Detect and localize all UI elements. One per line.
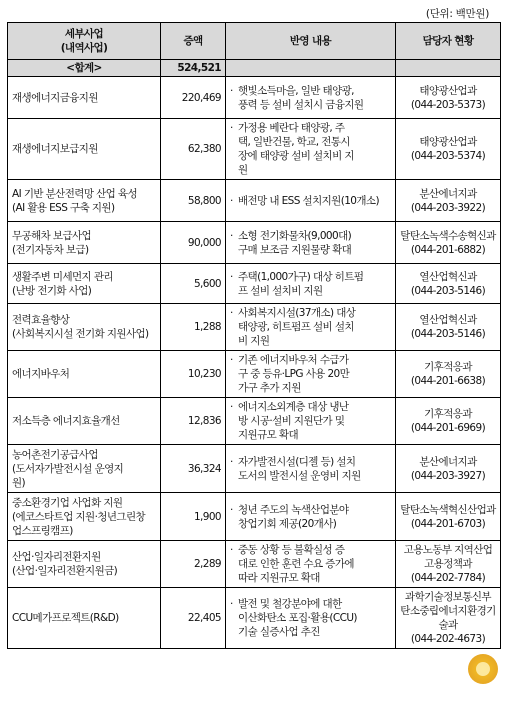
phone-number: (044-203-3922) bbox=[410, 201, 486, 214]
phone-number: (044-203-5146) bbox=[410, 284, 486, 297]
bullet-mark: · bbox=[230, 503, 233, 516]
total-amount: 524,521 bbox=[161, 60, 226, 77]
content-cell: · 햇빛소득마을, 일반 태양광, 풍력 등 설비 설치시 금융지원 bbox=[226, 77, 396, 119]
header-contact: 담당자 현황 bbox=[396, 23, 501, 60]
phone-number: (044-203-5374) bbox=[410, 150, 486, 162]
contact-cell bbox=[396, 304, 501, 351]
increase-amount: 36,324 bbox=[161, 445, 226, 493]
bullet-mark: · bbox=[230, 307, 233, 319]
increase-amount: 1,900 bbox=[161, 493, 226, 541]
bullet-mark: · bbox=[230, 84, 233, 97]
project-name: 에너지바우처 bbox=[8, 351, 161, 398]
contact-cell bbox=[396, 398, 501, 445]
total-row bbox=[8, 60, 501, 77]
phone-number: (044-201-6638) bbox=[410, 375, 486, 387]
table-row bbox=[8, 398, 501, 445]
increase-amount: 220,469 bbox=[161, 77, 226, 119]
phone-number: (044-203-5373) bbox=[410, 98, 486, 111]
department-name: 열산업혁신과 bbox=[419, 314, 477, 326]
table-header-row bbox=[8, 23, 501, 60]
content-cell: · 발전 및 철강분야에 대한 이산화탄소 포집·활용(CCU) 기술 실증사업 추진 bbox=[226, 588, 396, 649]
increase-amount: 2,289 bbox=[161, 541, 226, 588]
content-cell: · 소형 전기화물차(9,000대) 구매 보조금 지원물량 확대 bbox=[226, 222, 396, 264]
content-cell: · 자가발전시설(디젤 등) 설치 도서의 발전시설 운영비 지원 bbox=[226, 445, 396, 493]
department-name: 기후적응과 bbox=[424, 408, 472, 420]
contact-cell bbox=[396, 180, 501, 222]
content-cell: · 가정용 베란다 태양광, 주 택, 일반건물, 학교, 전통시 장에 태양광 설비 설치비 지 원 bbox=[226, 119, 396, 180]
bullet-mark: · bbox=[230, 455, 233, 468]
increase-amount: 1,288 bbox=[161, 304, 226, 351]
content-cell: · 청년 주도의 녹색산업분야 창업기회 제공(20개사) bbox=[226, 493, 396, 541]
increase-amount: 62,380 bbox=[161, 119, 226, 180]
table-row bbox=[8, 541, 501, 588]
table-row bbox=[8, 264, 501, 304]
department-name: 태양광산업과 bbox=[419, 136, 477, 148]
phone-number: (044-201-6703) bbox=[410, 517, 486, 530]
unit-label: (단위: 백만원) bbox=[425, 8, 489, 20]
project-name: AI 기반 분산전력망 산업 육성 (AI 활용 ESS 구축 지원) bbox=[8, 180, 161, 222]
department-name: 분산에너지과 bbox=[419, 455, 477, 468]
bullet-mark: · bbox=[230, 401, 233, 413]
contact-cell bbox=[396, 445, 501, 493]
header-increase: 증액 bbox=[161, 23, 226, 60]
bullet-mark: · bbox=[230, 229, 233, 242]
table-row bbox=[8, 77, 501, 119]
bullet-mark: · bbox=[230, 194, 233, 207]
phone-number: (044-203-5146) bbox=[410, 328, 486, 340]
total-content-empty bbox=[226, 60, 396, 77]
increase-amount: 22,405 bbox=[161, 588, 226, 649]
increase-amount: 5,600 bbox=[161, 264, 226, 304]
content-cell: · 주택(1,000가구) 대상 히트펌 프 설비 설치비 지원 bbox=[226, 264, 396, 304]
total-label: <합계> bbox=[8, 60, 161, 77]
bullet-mark: · bbox=[230, 270, 233, 283]
department-name: 탈탄소녹색수송혁신과 bbox=[400, 229, 496, 242]
department-name: 열산업혁신과 bbox=[419, 270, 477, 283]
seal-stamp-icon bbox=[468, 654, 498, 684]
contact-cell bbox=[396, 119, 501, 180]
contact-cell bbox=[396, 351, 501, 398]
table-row bbox=[8, 304, 501, 351]
department-name: 고용노동부 지역산업고용정책과 bbox=[403, 544, 493, 570]
table-row bbox=[8, 493, 501, 541]
content-cell: · 중동 상황 등 불확실성 증 대로 인한 훈련 수요 증가에 따라 지원규모 확대 bbox=[226, 541, 396, 588]
bullet-mark: · bbox=[230, 598, 233, 610]
department-name: 탈탄소녹색혁신산업과 bbox=[400, 503, 496, 516]
project-name: 농어촌전기공급사업 (도서자가발전시설 운영지 원) bbox=[8, 445, 161, 493]
table-row bbox=[8, 588, 501, 649]
header-project: 세부사업 (내역사업) bbox=[8, 23, 161, 60]
increase-amount: 12,836 bbox=[161, 398, 226, 445]
project-name: 중소환경기업 사업화 지원 (에코스타트업 지원·청년그린창 업스프링캠프) bbox=[8, 493, 161, 541]
department-name: 태양광산업과 bbox=[419, 84, 477, 97]
contact-cell bbox=[396, 222, 501, 264]
header-content: 반영 내용 bbox=[226, 23, 396, 60]
department-name: 기후적응과 bbox=[424, 361, 472, 373]
project-name: CCU메가프로젝트(R&D) bbox=[8, 588, 161, 649]
contact-cell bbox=[396, 541, 501, 588]
bullet-mark: · bbox=[230, 544, 233, 556]
department-name: 분산에너지과 bbox=[419, 187, 477, 200]
phone-number: (044-203-3927) bbox=[410, 469, 486, 482]
contact-cell bbox=[396, 264, 501, 304]
increase-amount: 90,000 bbox=[161, 222, 226, 264]
budget-table bbox=[7, 22, 501, 649]
project-name: 재생에너지금융지원 bbox=[8, 77, 161, 119]
department-name: 과학기술정보통신부 탄소중립에너지환경기술과 bbox=[400, 591, 496, 631]
bullet-mark: · bbox=[230, 122, 233, 134]
phone-number: (044-201-6882) bbox=[410, 243, 486, 256]
project-name: 전력효율향상 (사회복지시설 전기화 지원사업) bbox=[8, 304, 161, 351]
content-cell: · 사회복지시설(37개소) 대상 태양광, 히트펌프 설비 설치 비 지원 bbox=[226, 304, 396, 351]
increase-amount: 10,230 bbox=[161, 351, 226, 398]
project-name: 재생에너지보급지원 bbox=[8, 119, 161, 180]
project-name: 산업·일자리전환지원 (산업·일자리전환지원금) bbox=[8, 541, 161, 588]
project-name: 무공해차 보급사업 (전기자동차 보급) bbox=[8, 222, 161, 264]
content-cell: · 에너지소외계층 대상 냉난 방 시공·설비 지원단가 및 지원규모 확대 bbox=[226, 398, 396, 445]
content-cell: · 배전망 내 ESS 설치지원(10개소) bbox=[226, 180, 396, 222]
contact-cell bbox=[396, 77, 501, 119]
project-name: 저소득층 에너지효율개선 bbox=[8, 398, 161, 445]
increase-amount: 58,800 bbox=[161, 180, 226, 222]
phone-number: (044-201-6969) bbox=[410, 422, 486, 434]
project-name: 생활주변 미세먼지 관리 (난방 전기화 사업) bbox=[8, 264, 161, 304]
bullet-mark: · bbox=[230, 354, 233, 366]
table-row bbox=[8, 119, 501, 180]
table-row bbox=[8, 222, 501, 264]
table-row bbox=[8, 445, 501, 493]
total-contact-empty bbox=[396, 60, 501, 77]
contact-cell bbox=[396, 588, 501, 649]
table-row bbox=[8, 351, 501, 398]
contact-cell bbox=[396, 493, 501, 541]
content-cell: · 기존 에너지바우처 수급가 구 중 등유·LPG 사용 20만 가구 추가 지원 bbox=[226, 351, 396, 398]
table-row bbox=[8, 180, 501, 222]
phone-number: (044-202-7784) bbox=[410, 572, 486, 584]
phone-number: (044-202-4673) bbox=[410, 633, 486, 645]
